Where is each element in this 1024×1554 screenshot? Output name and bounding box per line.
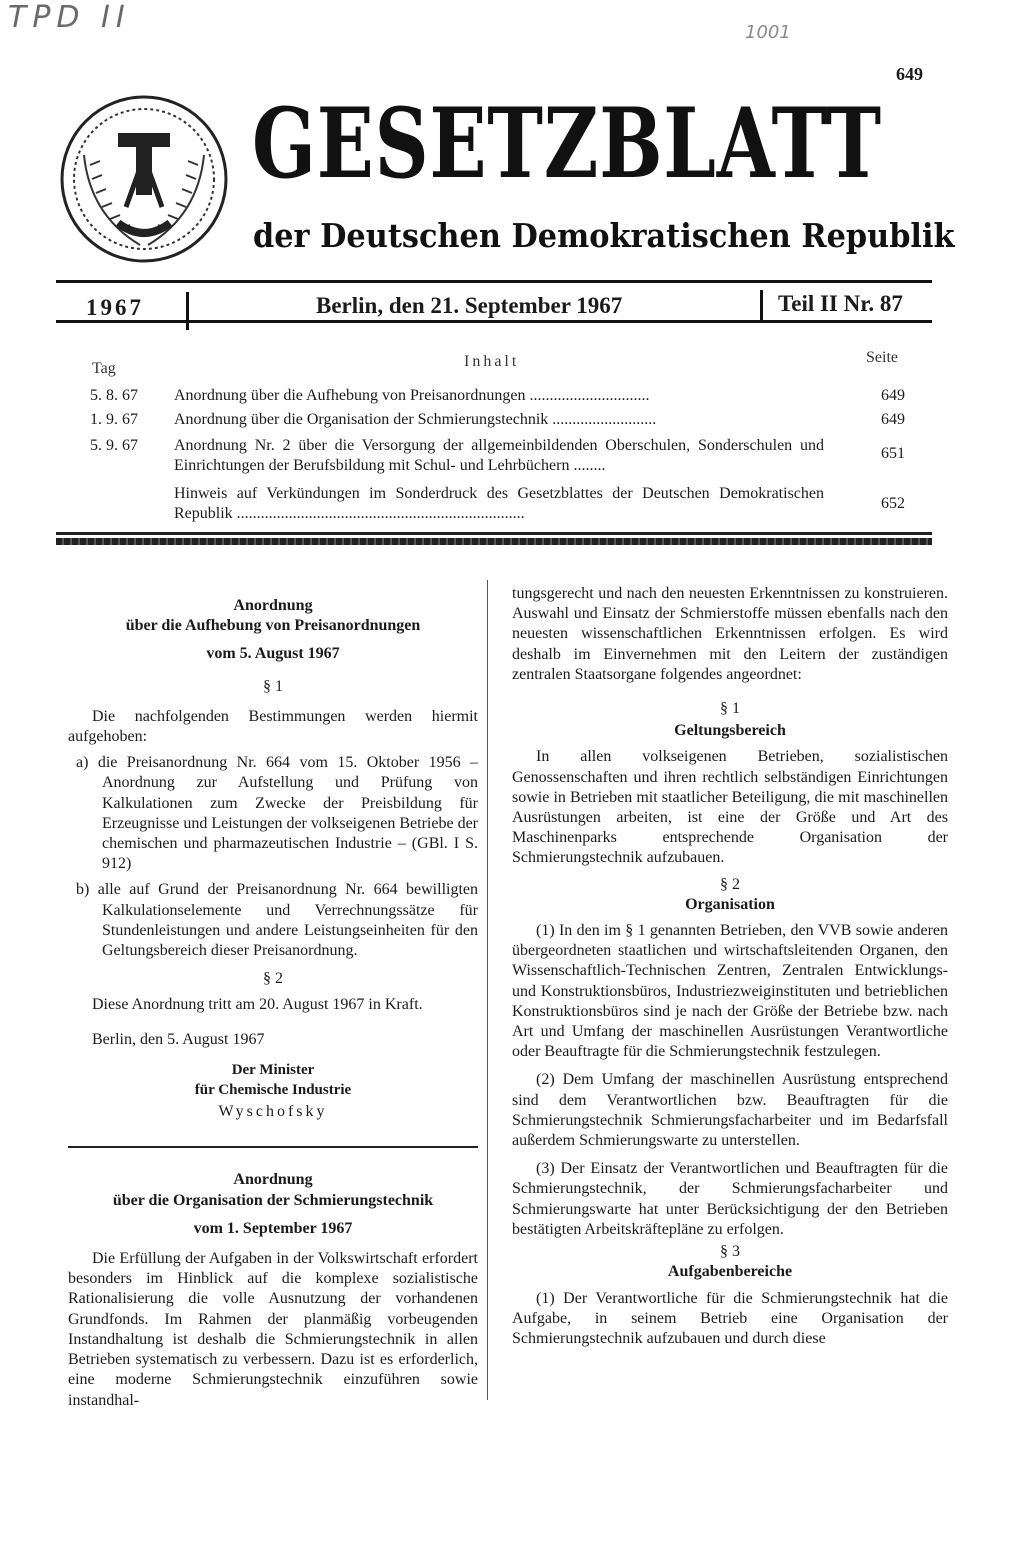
toc-rule-top <box>56 532 932 535</box>
toc-page: 649 <box>881 411 905 428</box>
doc1-title: Anordnung <box>233 597 313 614</box>
doc1-date: vom 5. August 1967 <box>206 645 340 663</box>
header-divider <box>186 292 189 330</box>
doc2-section-2-para-1: (1) In den im § 1 genannten Betrieben, den VVB sowie anderen übergeordneten staatlichen und wirtschaftsleitenden Organen, den Wissenschaftlich-Technischen Zentren, Zentralen Entwicklungs- und Konstruktionsbüros, Industriezweiginstituten und betrieblichen Konstruktionsbüros sind je nach der Größe der Betriebe bzw. nach Art und Umfang der maschinellen Ausrüstungen Verantwortliche oder Beauftragte für die Schmierungstechnik festzulegen. <box>512 922 948 1061</box>
doc1-signature-title: Der Minister <box>231 1061 315 1078</box>
doc1-section-1: § 1 <box>263 677 283 695</box>
article-separator <box>68 1146 478 1148</box>
left-column <box>68 596 478 1411</box>
toc-text: Anordnung Nr. 2 über die Versorgung der allgemeinbildenden Oberschulen, Sonderschulen und Einrichtungen der Berufsbildung mit Schul- und Lehrbüchern ........ <box>174 437 824 474</box>
toc-page: 649 <box>881 387 905 404</box>
toc-rule-bottom <box>56 538 932 545</box>
doc2-preamble: Die Erfüllung der Aufgaben in der Volkswirtschaft erfordert besonders im Hinblick auf die komplexe sozialistische Rationalisierung die volle Ausnutzung der vorhandenen Grundfonds. Im Rahmen der planmäßig vorbeugenden Instandhaltung ist deshalb die Schmierungstechnik in allen Betrieben systematisch zu verbessern. Dazu ist es erforderlich, eine moderne Schmierungstechnik einzuführen sowie instandhal- <box>68 1250 478 1409</box>
doc2-title: Anordnung <box>233 1171 313 1189</box>
toc-col-content: Inhalt <box>464 353 520 370</box>
toc-text: Anordnung über die Aufhebung von Preisanordnungen .............................. <box>174 387 650 404</box>
handwritten-number: 1001 <box>745 22 791 43</box>
issue-number: Teil II Nr. 87 <box>778 291 903 316</box>
toc-date: 5. 9. 67 <box>90 437 138 454</box>
doc2-subtitle: über die Organisation der Schmierungstechnik <box>112 1191 434 1209</box>
toc-entry <box>90 436 910 478</box>
doc2-section-2: § 2 <box>720 875 740 893</box>
toc-text: Anordnung über die Organisation der Schmierungstechnik .......................... <box>174 411 657 428</box>
doc2-section-1-text: In allen volkseigenen Betrieben, sozialistischen Genossenschaften und ihren rechtlich selbständigen Einrichtungen sowie in Betrieben mit staatlicher Beteiligung, die mit maschinellen Ausrüstungen arbeiten, ist eine der Größe und Art des Maschinenparks entsprechende Organisation der Schmierungstechnik aufzubauen. <box>512 748 948 867</box>
page-number: 649 <box>896 64 923 84</box>
toc-entry <box>90 410 910 430</box>
toc-text: Hinweis auf Verkündungen im Sonderdruck des Gesetzblattes der Deutschen Demokratischen Republik ........................................................................ <box>174 485 824 522</box>
doc1-intro: Die nachfolgenden Bestimmungen werden hiermit aufgehoben: <box>68 707 478 746</box>
doc1-item-b: b) alle auf Grund der Preisanordnung Nr. 664 bewilligten Kalkulationselemente und Verrechnungssätze für Stundenleistungen und andere Leistungseinheiten für den Geltungsbereich dieser Preisanordnung. <box>76 881 478 960</box>
doc1-signature-name: Wyschofsky <box>218 1103 328 1121</box>
doc2-section-3: § 3 <box>720 1243 740 1261</box>
toc-col-page: Seite <box>866 349 898 366</box>
state-emblem-icon <box>60 95 228 263</box>
doc2-section-2-heading: Organisation <box>685 895 775 913</box>
doc1-section-2: § 2 <box>263 970 283 988</box>
toc-entry <box>90 386 910 406</box>
doc2-date: vom 1. September 1967 <box>193 1219 353 1237</box>
doc1-section-2-text: Diese Anordnung tritt am 20. August 1967 in Kraft. <box>92 996 423 1014</box>
doc2-section-2-para-2: (2) Dem Umfang der maschinellen Ausrüstung entsprechend sind dem Verantwortlichen bzw. Beauftragten für die Schmierungstechnik Schmierungsfacharbeiter und im Bedarfsfall außerdem Schmierungswarte zu unterstellen. <box>512 1071 948 1150</box>
doc2-section-3-para-1: (1) Der Verantwortliche für die Schmierungstechnik hat die Aufgabe, in seinem Betrieb eine Organisation der Schmierungstechnik aufzubauen und durch diese <box>512 1289 948 1347</box>
doc1-subtitle: über die Aufhebung von Preisanordnungen <box>125 617 421 635</box>
doc1-item-a: a) die Preisanordnung Nr. 664 vom 15. Oktober 1956 – Anordnung zur Aufstellung und Prüfung von Kalkulationen zum Zwecke der Preisbildung für Erzeugnisse und Leistungen der volkseigenen Betriebe der chemischen und pharmazeutischen Industrie – (GBl. I S. 912) <box>76 754 478 873</box>
right-column <box>512 584 948 1349</box>
doc2-section-2-para-3: (3) Der Einsatz der Verantwortlichen und Beauftragten für die Schmierungstechnik, der Schmierungsfacharbeiter und Schmierungswarte hat unter Berücksichtigung der den Betrieben bestätigten Arbeitskräftepläne zu erfolgen. <box>512 1160 948 1238</box>
doc2-section-1: § 1 <box>720 700 740 718</box>
doc2-section-1-heading: Geltungsbereich <box>674 722 786 740</box>
header-top-rule <box>56 280 932 283</box>
doc1-place-date: Berlin, den 5. August 1967 <box>92 1030 265 1048</box>
toc-page: 652 <box>881 495 905 512</box>
column-divider <box>487 580 488 1400</box>
publication-title: GESETZBLATT <box>252 87 882 200</box>
doc2-preamble-cont: tungsgerecht und nach den neuesten Erkenntnissen zu konstruieren. Auswahl und Einsatz der Schmierstoffe müssen ebenfalls nach den neuesten wissenschaftlichen Erkenntnissen erfolgen. Es wird deshalb im Einvernehmen mit den Leitern der zuständigen zentralen Staatsorgane folgendes angeordnet: <box>512 585 948 683</box>
issue-place-date: Berlin, den 21. September 1967 <box>316 293 623 318</box>
toc-date: 5. 8. 67 <box>90 387 138 404</box>
header-divider <box>760 290 763 322</box>
toc-entry <box>90 484 910 526</box>
toc-page: 651 <box>881 445 905 462</box>
publication-subtitle: der Deutschen Demokratischen Republik <box>253 216 955 255</box>
toc-col-date: Tag <box>92 360 116 377</box>
doc2-section-3-heading: Aufgabenbereiche <box>667 1263 793 1281</box>
doc1-signature-ministry: für Chemische Industrie <box>194 1082 352 1099</box>
toc-date: 1. 9. 67 <box>90 411 138 428</box>
handwritten-note: TPD II <box>8 0 131 35</box>
issue-year: 1967 <box>86 295 144 320</box>
